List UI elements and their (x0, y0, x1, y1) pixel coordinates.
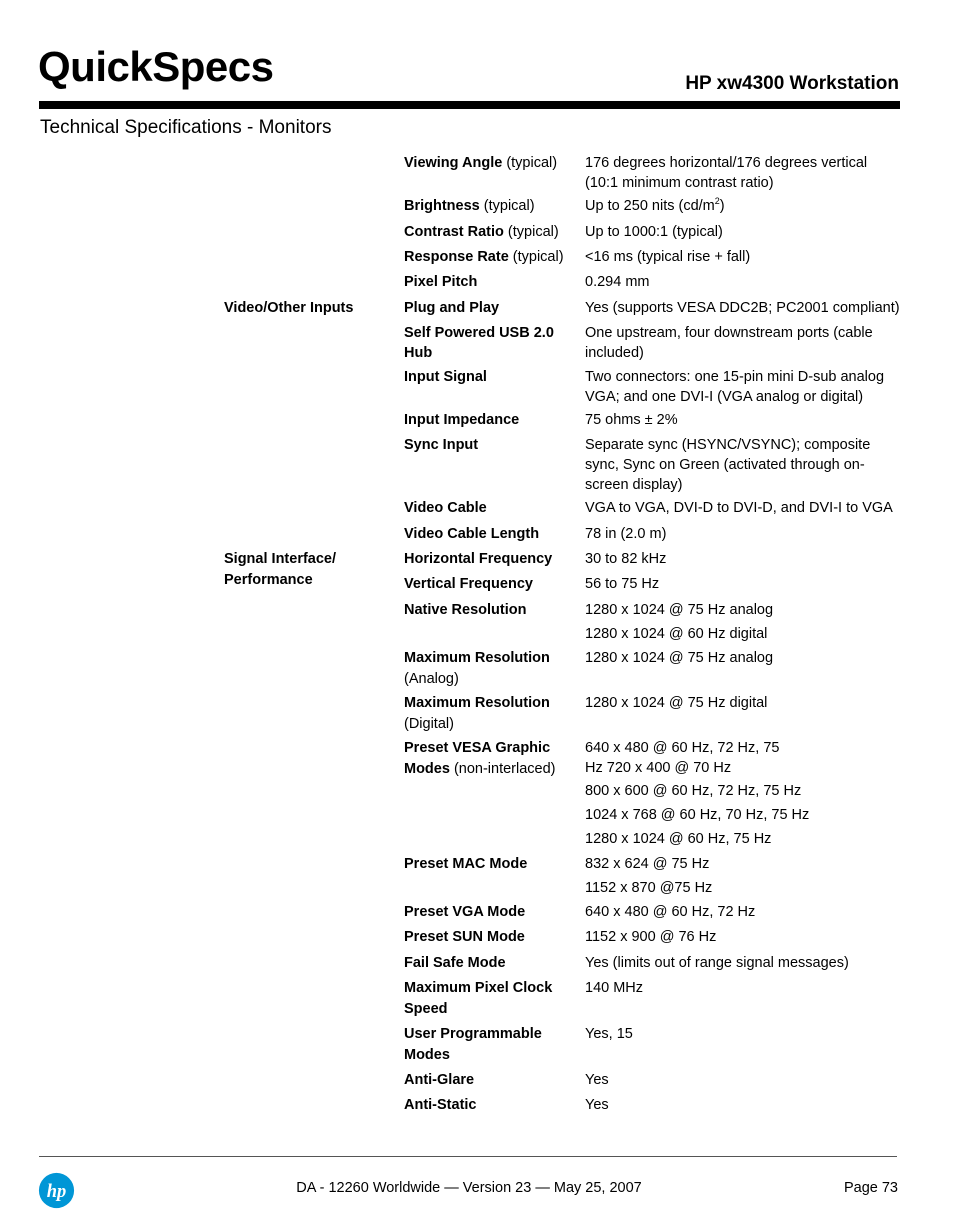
spec-label-bold: Input Signal (404, 369, 487, 385)
spec-label (404, 574, 580, 594)
spec-value (585, 927, 900, 947)
spec-value (585, 829, 900, 849)
spec-label (404, 247, 580, 267)
spec-value-text: 1280 x 1024 @ 60 Hz, 75 Hz (585, 831, 772, 847)
footer-page-number: Page 73 (843, 1180, 898, 1196)
spec-value-text: 30 to 82 kHz (585, 551, 667, 567)
spec-value-text: 75 ohms ± 2% (585, 412, 678, 428)
spec-label-bold: Preset VGA Mode (404, 904, 526, 920)
spec-label (404, 410, 580, 430)
spec-value-text: 800 x 600 @ 60 Hz, 72 Hz, 75 Hz (585, 783, 802, 799)
spec-label (404, 435, 580, 455)
spec-label (404, 978, 580, 1019)
spec-label (404, 902, 580, 922)
spec-label-bold: Self Powered USB 2.0 Hub (404, 325, 554, 361)
spec-label (404, 648, 580, 689)
spec-label-bold: Brightness (404, 198, 480, 214)
spec-value-text: Separate sync (HSYNC/VSYNC); composite sync, Sync on Green (activated through on-screen display) (585, 437, 871, 493)
spec-label (404, 927, 580, 947)
spec-value-text: 1280 x 1024 @ 75 Hz analog (585, 602, 774, 618)
brand-title: QuickSpecs (38, 43, 274, 90)
spec-value (585, 1024, 900, 1044)
spec-label (404, 222, 580, 242)
spec-value (585, 624, 900, 644)
spec-value-text: 1280 x 1024 @ 75 Hz analog (585, 650, 774, 666)
spec-value (585, 600, 900, 620)
spec-value-text: Up to 1000:1 (typical) (585, 224, 723, 240)
spec-value (585, 524, 900, 544)
spec-label (404, 367, 580, 387)
spec-label-bold: Plug and Play (404, 300, 500, 316)
spec-value-text: Yes (limits out of range signal messages) (585, 955, 849, 971)
spec-value (585, 738, 795, 778)
spec-label (404, 738, 580, 779)
spec-value-suffix: ) (719, 198, 725, 214)
spec-label-bold: Preset SUN Mode (404, 929, 525, 945)
spec-label-bold: Maximum Resolution (404, 650, 550, 666)
spec-label-bold: Fail Safe Mode (404, 955, 506, 971)
spec-label (404, 298, 580, 318)
spec-label (404, 272, 580, 292)
spec-value (585, 953, 900, 973)
spec-value (585, 367, 900, 407)
spec-value (585, 854, 900, 874)
spec-value-text: 1024 x 768 @ 60 Hz, 70 Hz, 75 Hz (585, 807, 810, 823)
spec-value (585, 574, 900, 594)
spec-value-text: Yes (585, 1097, 609, 1113)
spec-label-bold: Maximum Pixel Clock Speed (404, 980, 553, 1017)
spec-label-bold: Anti-Glare (404, 1072, 475, 1088)
spec-value (585, 435, 900, 495)
spec-value-text: 140 MHz (585, 980, 644, 996)
footer-rule (39, 1156, 897, 1157)
spec-value (585, 781, 900, 801)
spec-label-bold: Video Cable (404, 500, 487, 516)
spec-value (585, 805, 900, 825)
header-rule (39, 101, 900, 109)
spec-value (585, 498, 900, 518)
spec-value (585, 196, 900, 216)
spec-value (585, 323, 900, 363)
footer-doc-info: DA - 12260 Worldwide — Version 23 — May 25, 2007 (296, 1180, 642, 1196)
spec-label-bold: Native Resolution (404, 602, 527, 618)
spec-value-text: Two connectors: one 15-pin mini D-sub analog VGA; and one DVI-I (VGA analog or digital) (585, 369, 885, 405)
spec-value-text: 1152 x 900 @ 76 Hz (585, 929, 717, 945)
spec-label-qualifier: (typical) (502, 155, 558, 171)
spec-label-bold: Video Cable Length (404, 526, 540, 542)
spec-label-qualifier: (Analog) (404, 670, 459, 687)
spec-value-text: 1280 x 1024 @ 60 Hz digital (585, 626, 768, 642)
spec-label-qualifier: (typical) (479, 198, 535, 214)
spec-label (404, 196, 580, 216)
spec-label-bold: Preset MAC Mode (404, 856, 528, 872)
spec-value (585, 648, 900, 668)
spec-label (404, 323, 580, 363)
spec-label (404, 854, 580, 874)
spec-label (404, 498, 580, 518)
spec-label-bold: Vertical Frequency (404, 576, 533, 592)
spec-group-label: Signal Interface/ Performance (224, 551, 337, 588)
spec-label-bold: User Programmable Modes (404, 1026, 542, 1063)
spec-label-qualifier: (typical) (503, 224, 559, 240)
spec-value (585, 902, 900, 922)
spec-value-text: Yes, 15 (585, 1026, 633, 1042)
spec-label (404, 953, 580, 973)
spec-value (585, 272, 900, 292)
svg-text:hp: hp (46, 1181, 67, 1202)
spec-label-bold: Maximum Resolution (404, 695, 550, 711)
spec-label-bold: Pixel Pitch (404, 274, 478, 290)
spec-value-text: 56 to 75 Hz (585, 576, 660, 592)
spec-label-bold: Sync Input (404, 437, 479, 453)
spec-label-bold: Input Impedance (404, 412, 520, 428)
spec-value-text: Yes (585, 1072, 609, 1088)
spec-label-bold: Horizontal Frequency (404, 551, 553, 567)
spec-label-bold: Contrast Ratio (404, 224, 504, 240)
spec-value (585, 247, 900, 267)
spec-value (585, 978, 900, 998)
spec-value-text: Up to 250 nits (cd/m (585, 198, 715, 214)
spec-value (585, 298, 900, 318)
spec-value (585, 410, 900, 430)
spec-value-text: Yes (supports VESA DDC2B; PC2001 compliant) (585, 300, 900, 316)
spec-label-qualifier: (typical) (508, 249, 564, 265)
spec-value-text: 176 degrees horizontal/176 degrees vertical (10:1 minimum contrast ratio) (585, 155, 868, 191)
spec-value (585, 549, 900, 569)
spec-label-bold: Viewing Angle (404, 155, 503, 171)
spec-value-text: 0.294 mm (585, 274, 650, 290)
spec-label (404, 1024, 580, 1065)
spec-value-text: 832 x 624 @ 75 Hz (585, 856, 710, 872)
spec-value-text: <16 ms (typical rise + fall) (585, 249, 751, 265)
spec-value-text: 1152 x 870 @75 Hz (585, 880, 713, 896)
spec-label-bold: Anti-Static (404, 1097, 477, 1113)
spec-value-text: VGA to VGA, DVI-D to DVI-D, and DVI-I to VGA (585, 500, 893, 516)
spec-label-qualifier: (non-interlaced) (449, 760, 556, 777)
spec-label (404, 693, 580, 734)
spec-label (404, 549, 580, 569)
spec-label-bold: Response Rate (404, 249, 509, 265)
spec-value (585, 1095, 900, 1115)
spec-value-text: 640 x 480 @ 60 Hz, 72 Hz (585, 904, 756, 920)
spec-value-text: 78 in (2.0 m) (585, 526, 667, 542)
spec-value (585, 878, 900, 898)
spec-value (585, 1070, 900, 1090)
spec-value-text: 1280 x 1024 @ 75 Hz digital (585, 695, 768, 711)
spec-value-superscript: 2 (714, 196, 720, 207)
spec-group-label: Video/Other Inputs (224, 300, 354, 316)
spec-value-text: One upstream, four downstream ports (cable included) (585, 325, 873, 361)
spec-value (585, 222, 900, 242)
section-title: Technical Specifications - Monitors (40, 117, 332, 138)
product-title: HP xw4300 Workstation (685, 73, 899, 94)
spec-label (404, 1095, 580, 1115)
spec-value-text: 640 x 480 @ 60 Hz, 72 Hz, 75 Hz 720 x 400 @ 70 Hz (585, 740, 780, 776)
spec-label (404, 153, 580, 173)
spec-value (585, 693, 900, 713)
spec-label (404, 524, 580, 544)
spec-label (404, 1070, 580, 1090)
spec-label-bold: Preset VESA Graphic Modes (404, 740, 551, 777)
spec-value (585, 153, 900, 193)
spec-label-qualifier: (Digital) (404, 715, 454, 732)
spec-label (404, 600, 580, 620)
